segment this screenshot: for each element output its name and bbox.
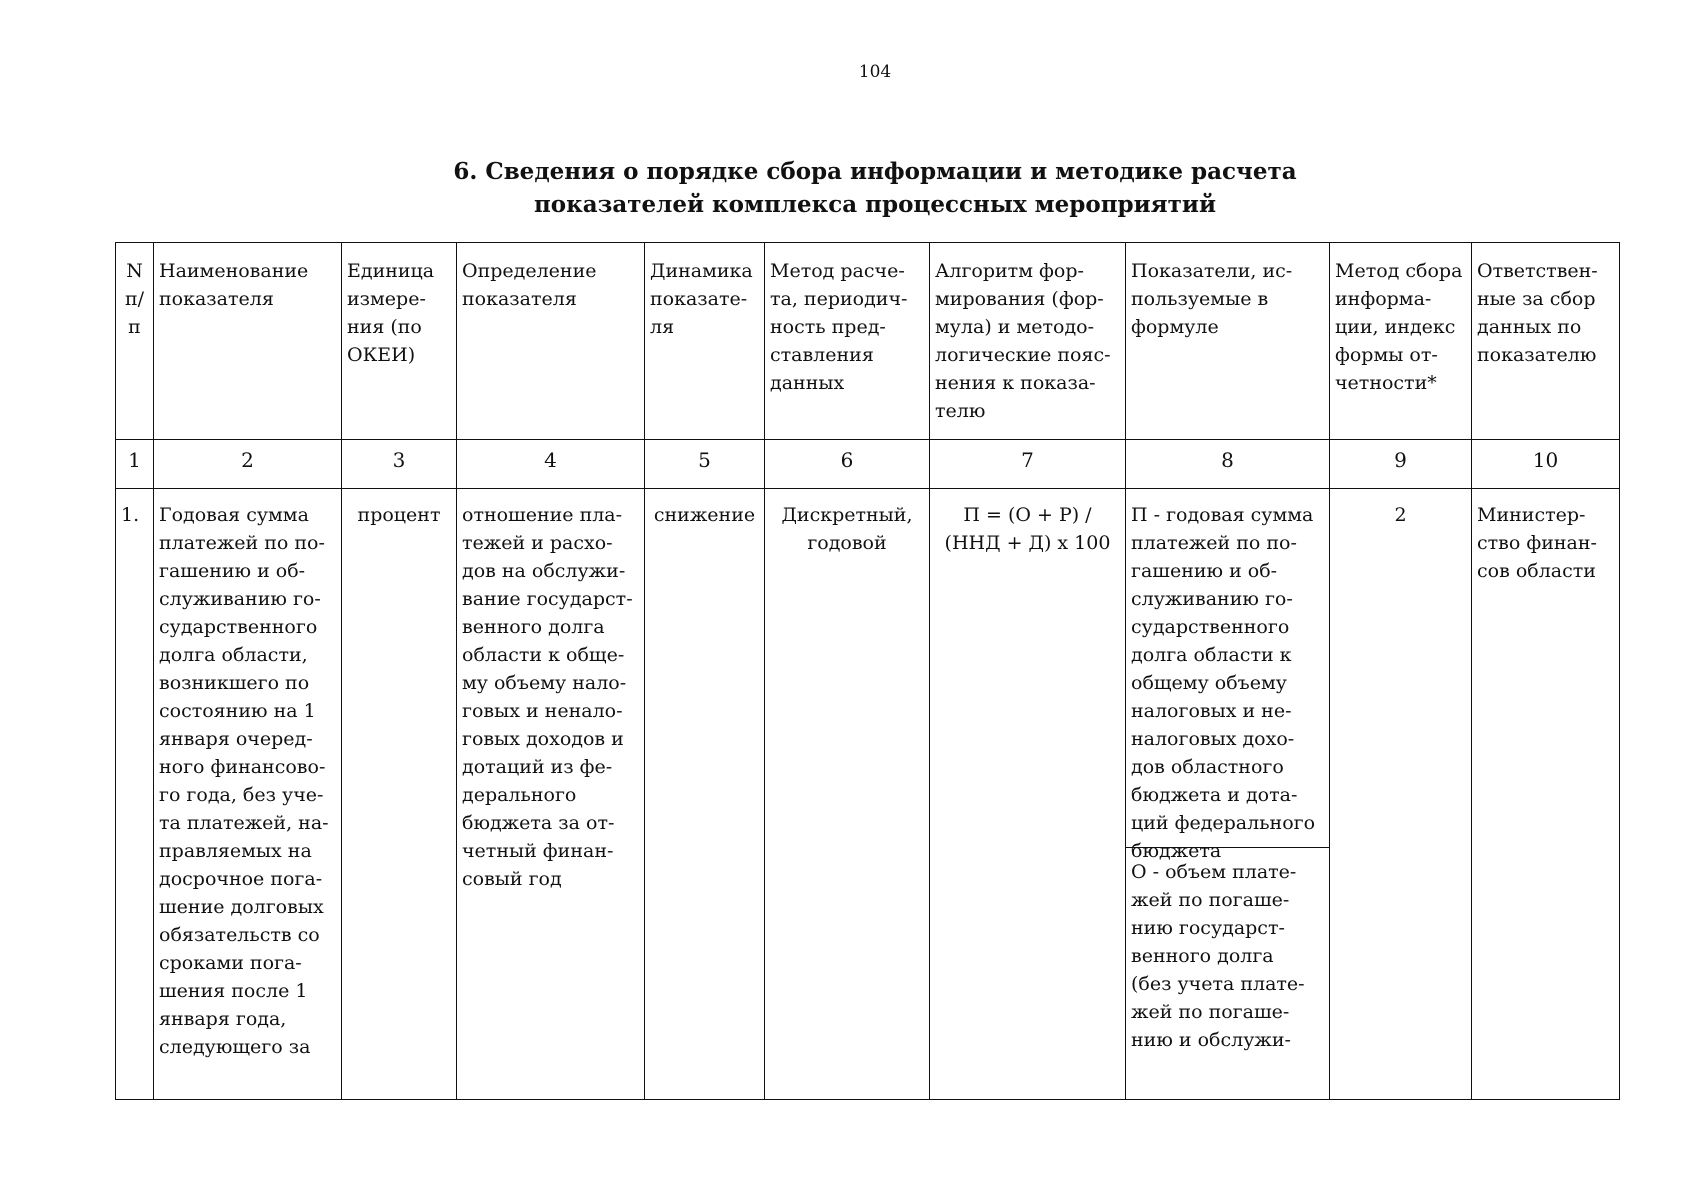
text-line: января года,: [159, 1008, 287, 1030]
text-line: дерального: [462, 784, 577, 806]
text-line: N: [126, 260, 143, 282]
page-number: 104: [858, 62, 892, 82]
column-number: 3: [342, 440, 457, 489]
text-line: досрочное пога-: [159, 868, 323, 890]
text-line: долга области к: [1131, 644, 1292, 666]
text-line: января очеред-: [159, 728, 313, 750]
text-line: платежей по по-: [1131, 532, 1297, 554]
text-line: Определение: [462, 260, 597, 282]
text-line: возникшего по: [159, 672, 310, 694]
row-number: 1.: [116, 489, 154, 1100]
text-line: П = (О + Р) /: [963, 504, 1092, 526]
text-line: венного долга: [462, 616, 605, 638]
text-line: годовой: [807, 532, 887, 554]
text-line: п/: [124, 288, 145, 310]
text-line: области к обще-: [462, 644, 625, 666]
text-line: долга области,: [159, 644, 308, 666]
text-line: налоговых и не-: [1131, 700, 1292, 722]
text-line: Единица: [347, 260, 435, 282]
text-line: сроками пога-: [159, 952, 302, 974]
text-line: ций федерального: [1131, 812, 1316, 834]
text-line: вание государст-: [462, 588, 633, 610]
header-cell: [930, 243, 1126, 440]
column-number: 7: [930, 440, 1126, 489]
text-line: следующего за: [159, 1036, 311, 1058]
text-line: Дискретный,: [781, 504, 913, 526]
section-title: [0, 155, 1697, 221]
text-line: шения после 1: [159, 980, 308, 1002]
text-line: ния (по: [347, 316, 422, 338]
text-line: гашению и об-: [159, 560, 306, 582]
text-line: му объему нало-: [462, 672, 627, 694]
text-line: мула) и методо-: [935, 316, 1095, 338]
text-line: Ответствен-: [1477, 260, 1598, 282]
indicator-o: [1126, 848, 1329, 1064]
text-line: Годовая сумма: [159, 504, 309, 526]
header-cell: [1330, 243, 1472, 440]
text-line: информа-: [1335, 288, 1432, 310]
text-line: отношение пла-: [462, 504, 623, 526]
text-line: (ННД + Д) x 100: [944, 532, 1111, 554]
text-line: сударственного: [159, 616, 318, 638]
text-line: (без учета плате-: [1131, 973, 1305, 995]
text-line: показателя: [462, 288, 577, 310]
text-line: Метод сбора: [1335, 260, 1463, 282]
text-line: шение долговых: [159, 896, 324, 918]
text-line: телю: [935, 400, 986, 422]
column-number: 8: [1126, 440, 1330, 489]
text-line: сов области: [1477, 560, 1596, 582]
header-cell: [1126, 243, 1330, 440]
text-line: формуле: [1131, 316, 1219, 338]
column-number: 9: [1330, 440, 1472, 489]
text-line: обязательств со: [159, 924, 320, 946]
text-line: данных: [770, 372, 845, 394]
column-number: 5: [645, 440, 765, 489]
text-line: Динамика: [650, 260, 753, 282]
formula: [930, 489, 1126, 1100]
text-line: правляемых на: [159, 840, 312, 862]
text-line: показателя: [159, 288, 274, 310]
column-number: 10: [1472, 440, 1620, 489]
text-line: совый год: [462, 868, 562, 890]
text-line: общему объему: [1131, 672, 1287, 694]
text-line: логические пояс-: [935, 344, 1111, 366]
text-line: формы от-: [1335, 344, 1438, 366]
text-line: жей по погаше-: [1131, 889, 1290, 911]
text-line: Алгоритм фор-: [935, 260, 1084, 282]
text-line: пользуемые в: [1131, 288, 1269, 310]
text-line: О - объем плате-: [1131, 861, 1297, 883]
table-row: [116, 489, 1620, 1100]
text-line: ля: [650, 316, 675, 338]
text-line: дотаций из фе-: [462, 756, 613, 778]
text-line: говых доходов и: [462, 728, 624, 750]
indicator-name: [154, 489, 342, 1100]
text-line: та, периодич-: [770, 288, 908, 310]
text-line: нию государст-: [1131, 917, 1285, 939]
title-line-2: показателей комплекса процессных мероприятий: [533, 191, 1217, 218]
text-line: ОКЕИ): [347, 344, 416, 366]
header-cell: [1472, 243, 1620, 440]
column-number: 4: [457, 440, 645, 489]
column-number-row: [116, 440, 1620, 489]
text-line: четности*: [1335, 372, 1437, 394]
text-line: п: [128, 316, 141, 338]
text-line: данных по: [1477, 316, 1582, 338]
text-line: ство финан-: [1477, 532, 1597, 554]
text-line: нения к показа-: [935, 372, 1096, 394]
column-number: 2: [154, 440, 342, 489]
collection-method: 2: [1330, 489, 1472, 1100]
text-line: налоговых дохо-: [1131, 728, 1295, 750]
text-line: измере-: [347, 288, 426, 310]
text-line: го года, без уче-: [159, 784, 324, 806]
text-line: четный финан-: [462, 840, 614, 862]
header-cell: [154, 243, 342, 440]
text-line: жей по погаше-: [1131, 1001, 1290, 1023]
text-line: нию и обслужи-: [1131, 1029, 1291, 1051]
text-line: венного долга: [1131, 945, 1274, 967]
text-line: говых и ненало-: [462, 700, 623, 722]
calculation-method: [765, 489, 930, 1100]
title-line-1: 6. Сведения о порядке сбора информации и методике расчета: [453, 158, 1297, 185]
header-cell: [765, 243, 930, 440]
indicator-definition: [457, 489, 645, 1100]
header-row: [116, 243, 1620, 440]
header-cell: [342, 243, 457, 440]
text-line: бюджета и дота-: [1131, 784, 1298, 806]
text-line: гашению и об-: [1131, 560, 1278, 582]
text-line: Метод расче-: [770, 260, 905, 282]
text-line: Министер-: [1477, 504, 1586, 526]
text-line: ные за сбор: [1477, 288, 1596, 310]
text-line: тежей и расхо-: [462, 532, 613, 554]
text-line: та платежей, на-: [159, 812, 329, 834]
dynamics: снижение: [645, 489, 765, 1100]
text-line: показателю: [1477, 344, 1597, 366]
indicator-p: [1126, 489, 1329, 862]
unit: процент: [342, 489, 457, 1100]
text-line: ность пред-: [770, 316, 886, 338]
text-line: бюджета: [1131, 840, 1222, 862]
text-line: дов на обслужи-: [462, 560, 626, 582]
text-line: бюджета за от-: [462, 812, 615, 834]
header-cell: [116, 243, 154, 440]
formula-indicators: [1126, 489, 1330, 1100]
indicators-table: [115, 242, 1620, 1100]
text-line: платежей по по-: [159, 532, 325, 554]
column-number: 1: [116, 440, 154, 489]
text-line: Показатели, ис-: [1131, 260, 1293, 282]
text-line: сударственного: [1131, 616, 1290, 638]
text-line: ции, индекс: [1335, 316, 1456, 338]
text-line: показате-: [650, 288, 748, 310]
responsible: [1472, 489, 1620, 1100]
header-cell: [645, 243, 765, 440]
text-line: ставления: [770, 344, 874, 366]
text-line: ного финансово-: [159, 756, 326, 778]
text-line: служиванию го-: [1131, 588, 1293, 610]
text-line: Наименование: [159, 260, 309, 282]
header-cell: [457, 243, 645, 440]
text-line: состоянию на 1: [159, 700, 316, 722]
text-line: мирования (фор-: [935, 288, 1104, 310]
text-line: служиванию го-: [159, 588, 321, 610]
column-number: 6: [765, 440, 930, 489]
text-line: дов областного: [1131, 756, 1284, 778]
text-line: П - годовая сумма: [1131, 504, 1314, 526]
